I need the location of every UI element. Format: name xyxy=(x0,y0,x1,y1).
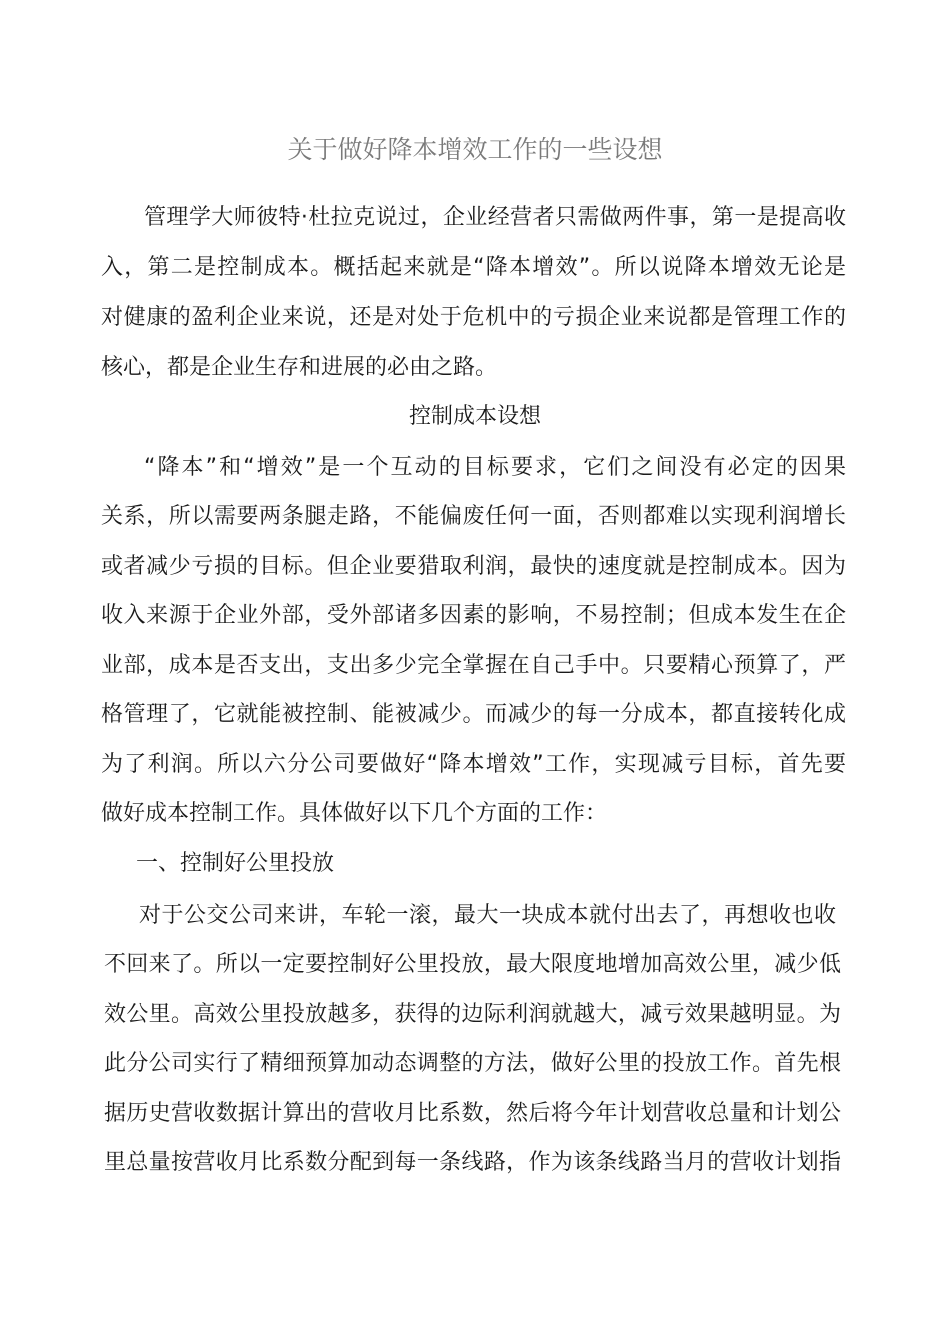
item-heading: 一、控制好公里投放 xyxy=(136,851,335,876)
intro-line: 入，第二是控制成本。概括起来就是“降本增效”。所以说降本增效无论是 xyxy=(101,255,846,280)
section-line: 为了利润。所以六分公司要做好“降本增效”工作，实现减亏目标，首先要 xyxy=(101,752,846,777)
item-line: 此分公司实行了精细预算加动态调整的方法，做好公里的投放工作。首先根 xyxy=(104,1051,841,1076)
section-line: 关系，所以需要两条腿走路，不能偏废任何一面，否则都难以实现利润增长 xyxy=(101,504,846,529)
intro-line: 核心，都是企业生存和进展的必由之路。 xyxy=(101,355,498,380)
section-line: 或者减少亏损的目标。但企业要猎取利润，最快的速度就是控制成本。因为 xyxy=(101,554,846,579)
intro-line: 管理学大师彼特·杜拉克说过，企业经营者只需做两件事，第一是提高收 xyxy=(144,205,846,230)
item-line: 据历史营收数据计算出的营收月比系数，然后将今年计划营收总量和计划公 xyxy=(104,1101,841,1126)
section-line: 收入来源于企业外部，受外部诸多因素的影响，不易控制；但成本发生在企 xyxy=(101,603,846,628)
item-line: 不回来了。所以一定要控制好公里投放，最大限度地增加高效公里，减少低 xyxy=(104,952,841,977)
item-line: 效公里。高效公里投放越多，获得的边际利润就越大，减亏效果越明显。为 xyxy=(104,1002,841,1027)
section-line: 业部，成本是否支出，支出多少完全掌握在自己手中。只要精心预算了，严 xyxy=(101,653,846,678)
section-line: “降本”和“增效”是一个互动的目标要求，它们之间没有必定的因果 xyxy=(144,455,846,480)
section-line: 做好成本控制工作。具体做好以下几个方面的工作： xyxy=(101,801,608,826)
document-title: 关于做好降本增效工作的一些设想 xyxy=(287,135,663,164)
item-line: 对于公交公司来讲，车轮一滚，最大一块成本就付出去了，再想收也收 xyxy=(139,903,836,928)
intro-line: 对健康的盈利企业来说，还是对处于危机中的亏损企业来说都是管理工作的 xyxy=(101,305,846,330)
item-line: 里总量按营收月比系数分配到每一条线路，作为该条线路当月的营收计划指 xyxy=(104,1150,841,1175)
section-line: 格管理了，它就能被控制、能被减少。而减少的每一分成本，都直接转化成 xyxy=(101,702,846,727)
section-heading: 控制成本设想 xyxy=(408,404,541,429)
